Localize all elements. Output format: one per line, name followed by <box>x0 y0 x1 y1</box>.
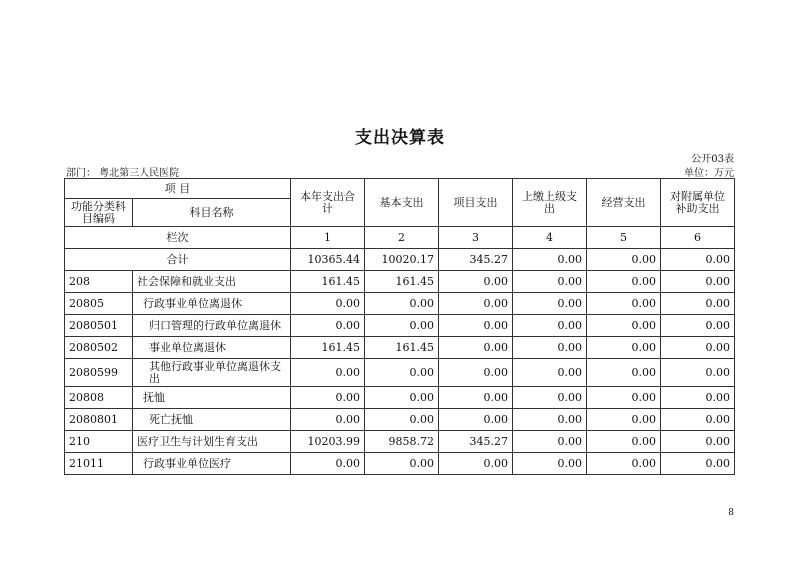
table-cell: 0.00 <box>291 293 365 315</box>
table-cell: 0.00 <box>661 293 735 315</box>
table-cell: 0.00 <box>365 387 439 409</box>
table-cell: 0.00 <box>291 387 365 409</box>
table-cell: 0.00 <box>587 315 661 337</box>
table-cell: 0.00 <box>291 453 365 475</box>
row-code: 2080501 <box>65 315 133 337</box>
unit-label: 单位：万元 <box>684 168 734 179</box>
row-name: 事业单位离退休 <box>133 337 291 359</box>
expenditure-table <box>64 178 735 475</box>
total-row <box>65 249 735 271</box>
header-col-1: 本年支出合计 <box>291 179 365 227</box>
row-code: 2080801 <box>65 409 133 431</box>
table-cell: 10020.17 <box>365 249 439 271</box>
row-name: 社会保障和就业支出 <box>133 271 291 293</box>
row-name: 其他行政事业单位离退休支出 <box>133 359 291 387</box>
page-number: 8 <box>728 508 734 518</box>
row-name: 抚恤 <box>133 387 291 409</box>
header-item: 项 目 <box>65 179 291 199</box>
table-cell: 0.00 <box>513 249 587 271</box>
table-cell: 0.00 <box>291 409 365 431</box>
table-row <box>65 453 735 475</box>
table-cell: 0.00 <box>661 453 735 475</box>
table-cell: 0.00 <box>661 337 735 359</box>
table-cell: 0.00 <box>513 409 587 431</box>
table-cell: 0.00 <box>587 431 661 453</box>
table-cell: 0.00 <box>661 409 735 431</box>
table-cell: 0.00 <box>365 409 439 431</box>
table-cell: 0.00 <box>439 271 513 293</box>
table-cell: 0.00 <box>513 293 587 315</box>
table-row <box>65 431 735 453</box>
table-cell: 10203.99 <box>291 431 365 453</box>
table-cell: 0.00 <box>587 409 661 431</box>
header-func-code: 功能分类科目编码 <box>65 199 133 227</box>
table-cell: 345.27 <box>439 249 513 271</box>
table-cell: 0.00 <box>587 453 661 475</box>
table-cell: 0.00 <box>513 271 587 293</box>
row-code: 20805 <box>65 293 133 315</box>
table-cell: 161.45 <box>291 337 365 359</box>
header-subject-name: 科目名称 <box>133 199 291 227</box>
header-col-3: 项目支出 <box>439 179 513 227</box>
table-cell: 161.45 <box>365 337 439 359</box>
row-code: 21011 <box>65 453 133 475</box>
table-cell: 161.45 <box>365 271 439 293</box>
table-cell: 0.00 <box>661 359 735 387</box>
row-code: 20808 <box>65 387 133 409</box>
table-cell: 161.45 <box>291 271 365 293</box>
table-cell: 0.00 <box>291 359 365 387</box>
table-cell: 0.00 <box>439 359 513 387</box>
table-cell: 0.00 <box>439 453 513 475</box>
row-name: 死亡抚恤 <box>133 409 291 431</box>
table-cell: 0.00 <box>661 431 735 453</box>
form-number: 公开03表 <box>691 154 734 165</box>
table-cell: 0.00 <box>513 359 587 387</box>
table-cell: 0.00 <box>587 337 661 359</box>
table-cell: 0.00 <box>365 293 439 315</box>
table-cell: 0.00 <box>291 315 365 337</box>
table-cell: 0.00 <box>587 249 661 271</box>
table-row <box>65 337 735 359</box>
row-name: 行政事业单位离退休 <box>133 293 291 315</box>
header-col-4: 上缴上级支出 <box>513 179 587 227</box>
table-cell: 0.00 <box>365 453 439 475</box>
table-cell: 0.00 <box>513 315 587 337</box>
table-cell: 0.00 <box>439 409 513 431</box>
table-cell: 0.00 <box>365 315 439 337</box>
table-cell: 0.00 <box>513 453 587 475</box>
header-col-2: 基本支出 <box>365 179 439 227</box>
row-name: 归口管理的行政单位离退休 <box>133 315 291 337</box>
header-col-6: 对附属单位补助支出 <box>661 179 735 227</box>
table-cell: 0.00 <box>587 293 661 315</box>
table-cell: 0.00 <box>587 271 661 293</box>
table-cell: 0.00 <box>661 315 735 337</box>
table-cell: 10365.44 <box>291 249 365 271</box>
page-title: 支出决算表 <box>355 128 445 148</box>
col-num: 4 <box>513 227 587 249</box>
header-col-5: 经营支出 <box>587 179 661 227</box>
col-num: 3 <box>439 227 513 249</box>
table-cell: 0.00 <box>587 359 661 387</box>
lanci-label: 栏次 <box>65 227 291 249</box>
table-row <box>65 409 735 431</box>
department-label: 部门： 粤北第三人民医院 <box>66 168 180 179</box>
table-cell: 0.00 <box>513 387 587 409</box>
table-cell: 0.00 <box>439 315 513 337</box>
table-row <box>65 387 735 409</box>
table-cell: 0.00 <box>439 293 513 315</box>
col-num: 5 <box>587 227 661 249</box>
row-name: 医疗卫生与计划生育支出 <box>133 431 291 453</box>
table-cell: 0.00 <box>661 387 735 409</box>
table-cell: 9858.72 <box>365 431 439 453</box>
table-cell: 0.00 <box>661 249 735 271</box>
table-cell: 0.00 <box>587 387 661 409</box>
table-row <box>65 315 735 337</box>
table-row <box>65 359 735 387</box>
row-code: 2080502 <box>65 337 133 359</box>
col-num: 1 <box>291 227 365 249</box>
table-cell: 345.27 <box>439 431 513 453</box>
table-cell: 0.00 <box>365 359 439 387</box>
table-cell: 0.00 <box>439 337 513 359</box>
row-name: 行政事业单位医疗 <box>133 453 291 475</box>
total-label: 合计 <box>65 249 291 271</box>
table-cell: 0.00 <box>661 271 735 293</box>
col-num: 2 <box>365 227 439 249</box>
table-cell: 0.00 <box>513 337 587 359</box>
row-code: 2080599 <box>65 359 133 387</box>
table-row <box>65 271 735 293</box>
table-cell: 0.00 <box>513 431 587 453</box>
table-row <box>65 293 735 315</box>
row-code: 208 <box>65 271 133 293</box>
table-cell: 0.00 <box>439 387 513 409</box>
col-num: 6 <box>661 227 735 249</box>
row-code: 210 <box>65 431 133 453</box>
